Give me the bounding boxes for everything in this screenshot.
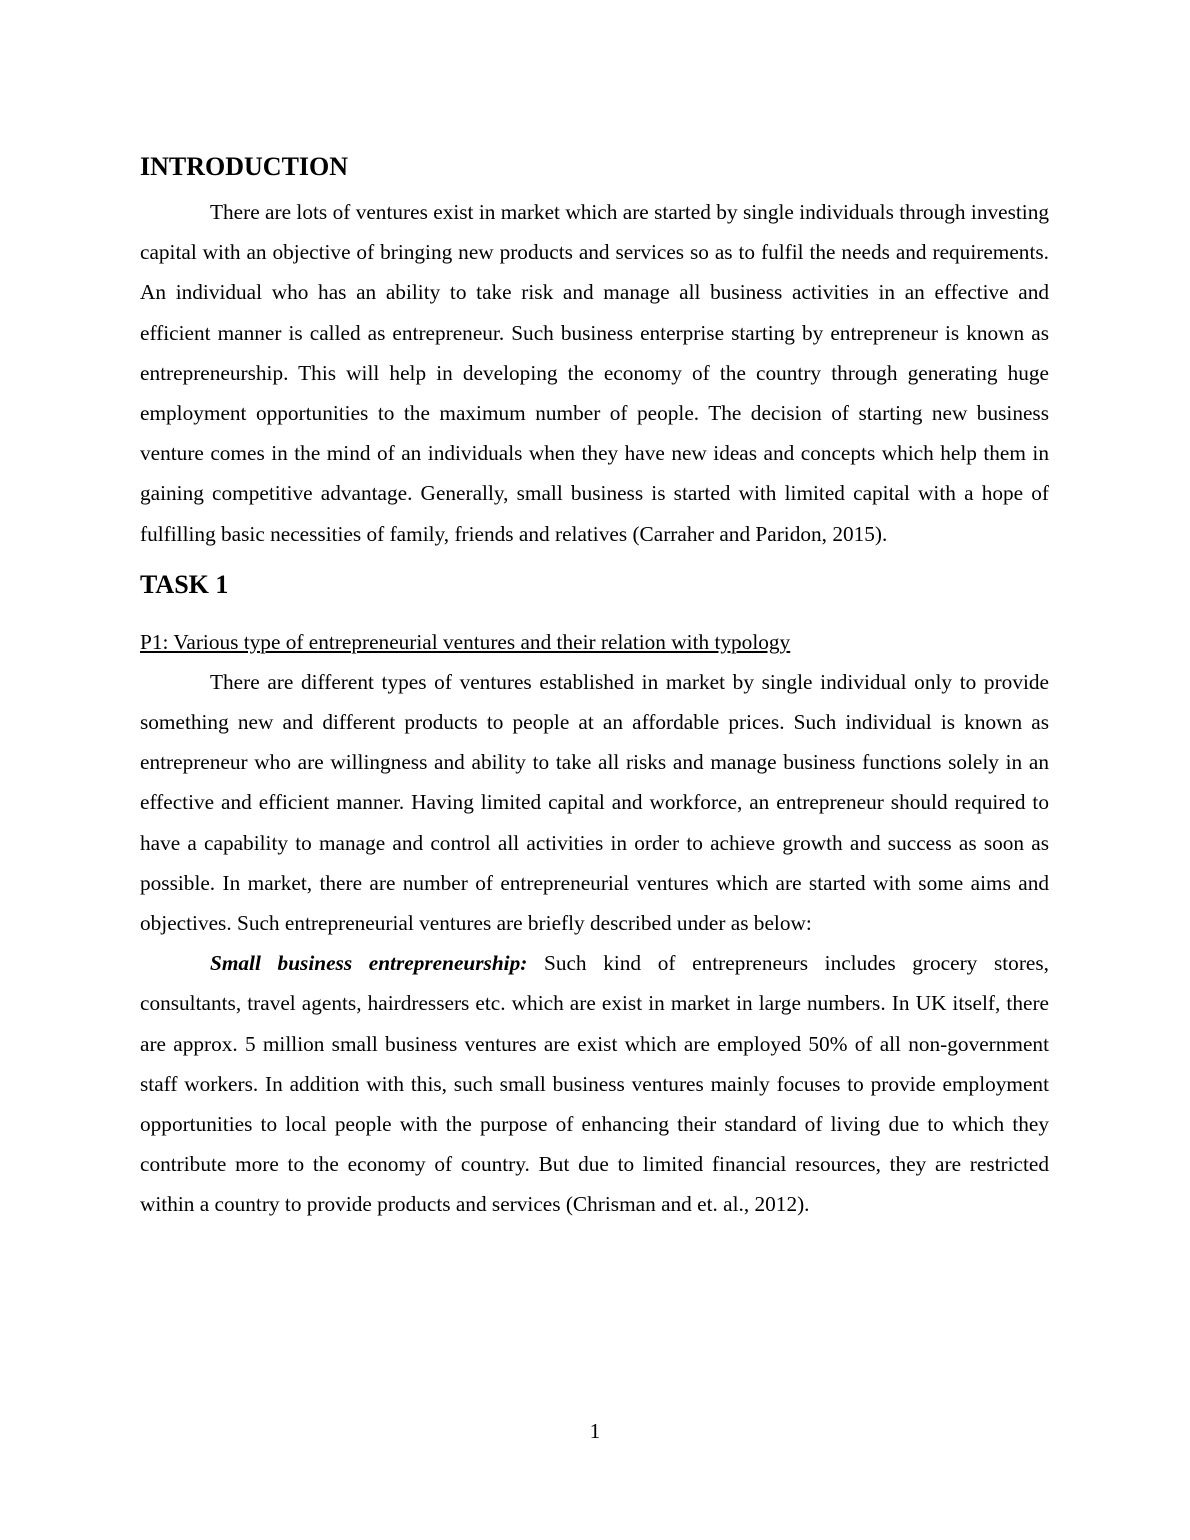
page-number: 1 [589,1419,601,1443]
p1-subheading: P1: Various type of entrepreneurial ventures and their relation with typology [140,629,791,654]
ventures-paragraph: There are different types of ventures established in market by single individual only to provide something new and different products to people at an affordable prices. Such individual is known as entrepreneur who are willingness and ability to take all risks and manage business functions solely in an effective and efficient manner. Having limited capital and workforce, an entrepreneur should required to have a capability to manage and control all activities in order to achieve growth and success as soon as possible. In market, there are number of entrepreneurial ventures which are started with some aims and objectives. Such entrepreneurial ventures are briefly described under as below: [140,669,1049,936]
small-business-body: Such kind of entrepreneurs includes grocery stores, consultants, travel agents, hairdressers etc. which are exist in market in large numbers. In UK itself, there are approx. 5 million small business ventures are exist which are employed 50% of all non-government staff workers. In addition with this, such small business ventures mainly focuses to provide employment opportunities to local people with the purpose of enhancing their standard of living due to which they contribute more to the economy of country. But due to limited financial resources, they are restricted within a country to provide products and services (Chrisman and et. al., 2012). [140,951,1049,1217]
document-page [140,150,1049,1225]
small-business-lead: Small business entrepreneurship: [210,951,528,976]
introduction-paragraph: There are lots of ventures exist in market which are started by single individuals through investing capital with an objective of bringing new products and services so as to fulfil the needs and requirements. An individual who has an ability to take risk and manage all business activities in an effective and efficient manner is called as entrepreneur. Such business enterprise starting by entrepreneur is known as entrepreneurship. This will help in developing the economy of the country through generating huge employment opportunities to the maximum number of people. The decision of starting new business venture comes in the mind of an individuals when they have new ideas and concepts which help them in gaining competitive advantage. Generally, small business is started with limited capital with a hope of fulfilling basic necessities of family, friends and relatives (Carraher and Paridon, 2015). [140,200,1049,546]
introduction-heading: INTRODUCTION [140,152,349,181]
small-business-paragraph [140,943,1049,1224]
task-1-heading: TASK 1 [140,569,229,599]
